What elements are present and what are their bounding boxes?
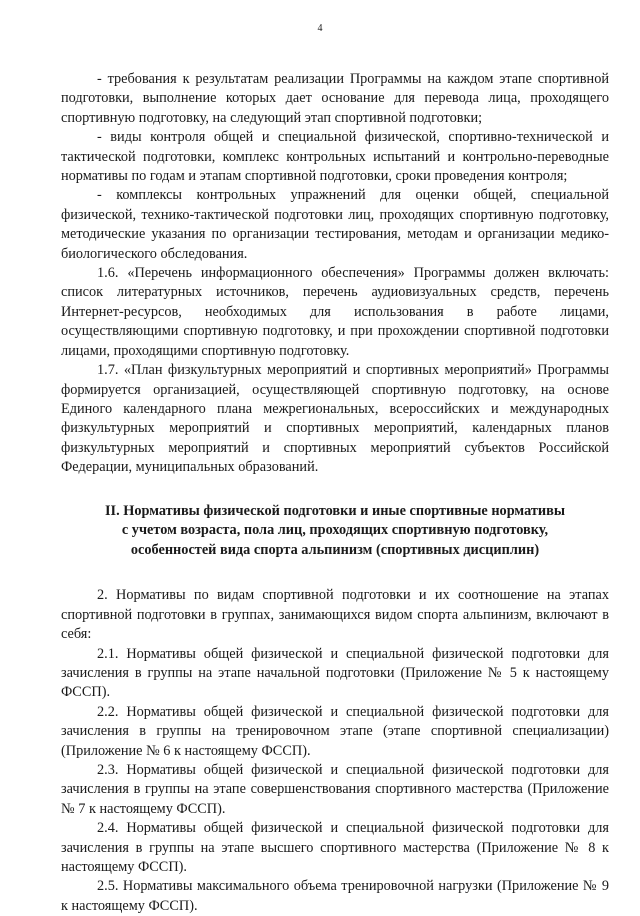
paragraph-1-6: 1.6. «Перечень информационного обеспечения» Программы должен включать: список литературных источников, перечень аудиовизуальных средств, перечень Интернет-ресурсов, необходимых для использования в работе лицами, осуществляющими спортивную подготовку, и при прохождении спортивной подготовки лицами, проходящими спортивную подготовку. (61, 265, 609, 359)
paragraph-2-1: 2.1. Нормативы общей физической и специальной физической подготовки для зачисления в группы на этапе начальной подготовки (Приложение № 5 к настоящему ФССП). (61, 645, 609, 701)
section-heading-line-3: особенностей вида спорта альпинизм (спортивных дисциплин) (130, 541, 540, 558)
paragraph-2: 2. Нормативы по видам спортивной подготовки и их соотношение на этапах спортивной подготовки в группах, занимающихся видом спорта альпинизм, включают в себя: (61, 587, 609, 643)
paragraph-2-2: 2.2. Нормативы общей физической и специальной физической подготовки для зачисления в группы на тренировочном этапе (этапе спортивной специализации) (Приложение № 6 к настоящему ФССП). (61, 703, 609, 759)
page-number: 4 (317, 23, 323, 34)
document-body (61, 70, 609, 916)
paragraph-2-5: 2.5. Нормативы максимального объема тренировочной нагрузки (Приложение № 9 к настоящему ФССП). (61, 878, 609, 914)
section-heading-line-2: с учетом возраста, пола лиц, проходящих спортивную подготовку, (121, 522, 549, 539)
paragraph-requirements: - требования к результатам реализации Программы на каждом этапе спортивной подготовки, выполнение которых дает основание для перевода лица, проходящего спортивную подготовку, на следующий этап спортивной подготовки; (61, 71, 609, 126)
paragraph-control-exercises: - комплексы контрольных упражнений для оценки общей, специальной физической, технико-тактической подготовки лиц, проходящих спортивную подготовку, методические указания по организации тестирования, методам и организации медико-биологического обследования. (61, 187, 609, 262)
paragraph-2-4: 2.4. Нормативы общей физической и специальной физической подготовки для зачисления в группы на этапе высшего спортивного мастерства (Приложение № 8 к настоящему ФССП). (61, 820, 609, 875)
paragraph-1-7: 1.7. «План физкультурных мероприятий и спортивных мероприятий» Программы формируется организацией, осуществляющей спортивную подготовку, на основе Единого календарного плана межрегиональных, всероссийских и международных физкультурных мероприятий и спортивных мероприятий, календарных планов физкультурных мероприятий и спортивных мероприятий субъектов Российской Федерации, муниципальных образований. (61, 362, 609, 476)
paragraph-control-types: - виды контроля общей и специальной физической, спортивно-технической и тактической подготовки, комплекс контрольных испытаний и контрольно-переводные нормативы по годам и этапам спортивной подготовки, сроки проведения контроля; (61, 129, 609, 185)
section-heading (61, 502, 609, 561)
paragraph-2-3: 2.3. Нормативы общей физической и специальной физической подготовки для зачисления в группы на этапе совершенствования спортивного мастерства (Приложение № 7 к настоящему ФССП). (61, 761, 609, 817)
section-heading-line-1: II. Нормативы физической подготовки и иные спортивные нормативы (104, 502, 565, 519)
